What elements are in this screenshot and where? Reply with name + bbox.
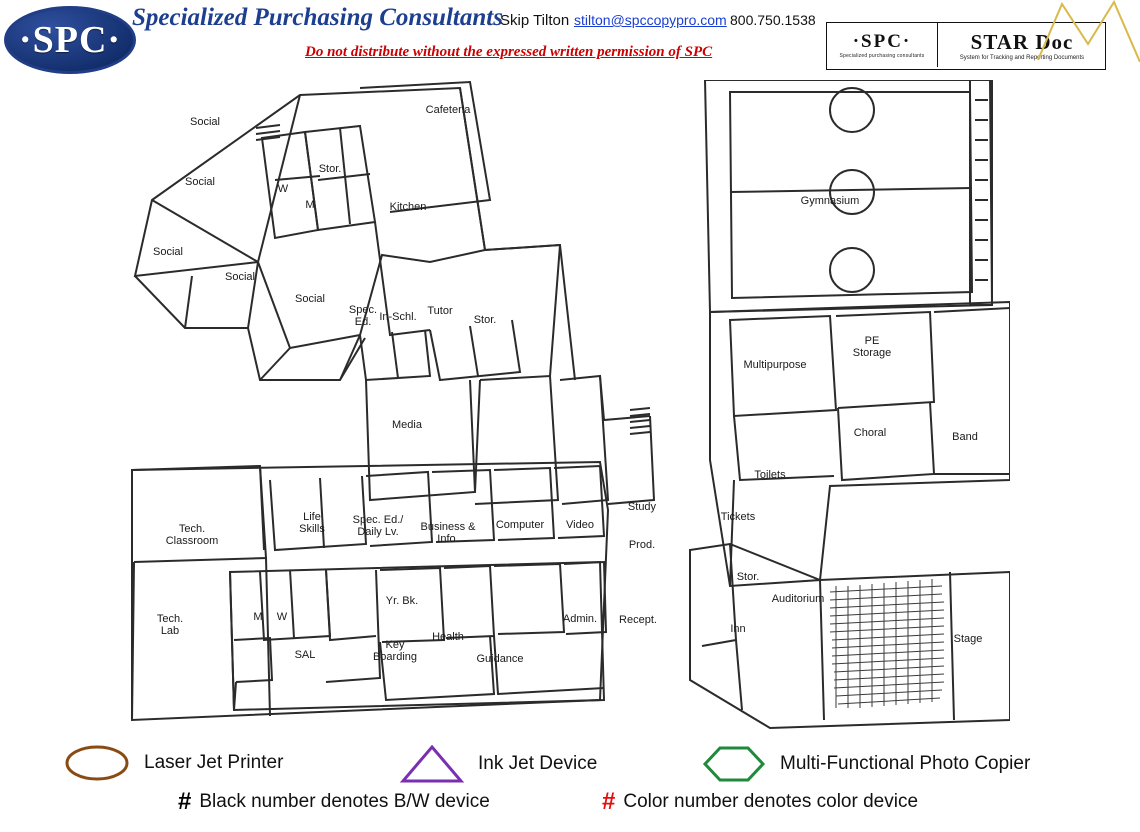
legend-item-ink-jet [400, 744, 597, 784]
floorplan-svg [130, 80, 1010, 730]
room-label: Computer [495, 519, 545, 531]
room-label: Spec. Ed. [348, 304, 378, 328]
triangle-icon [400, 744, 464, 784]
room-label: Study [627, 501, 657, 513]
stardoc-spc-mark-block [827, 23, 938, 67]
room-label: In-Schl. [379, 311, 417, 323]
stardoc-title: STAR Doc [970, 29, 1074, 54]
room-label: Tech. Classroom [165, 523, 219, 547]
room-label: Social [153, 246, 183, 258]
room-label: Stor. [318, 163, 342, 175]
stardoc-spc-sub: Specialized purchasing consultants [839, 53, 925, 59]
room-label: PE Storage [852, 335, 892, 359]
room-label: Social [295, 293, 325, 305]
legend-item-mfp [702, 744, 1030, 784]
room-label: M [253, 611, 263, 623]
room-label: Health [432, 631, 464, 643]
room-label: Video [566, 519, 594, 531]
hexagon-icon [702, 744, 766, 784]
room-label: Multipurpose [743, 359, 807, 371]
room-label: Social [190, 116, 220, 128]
room-label: Band [952, 431, 978, 443]
room-label: Life Skills [299, 511, 325, 535]
room-label: Inn [730, 623, 746, 635]
room-label: Cafeteria [425, 104, 471, 116]
contact-email-link[interactable]: stilton@spccopypro.com [574, 12, 727, 28]
room-label: Stage [953, 633, 983, 645]
room-label: Prod. [628, 539, 656, 551]
room-label: Media [392, 419, 422, 431]
room-label: Spec. Ed./ Daily Lv. [352, 514, 404, 538]
room-label: Tutor [427, 305, 453, 317]
room-label: Yr. Bk. [385, 595, 419, 607]
page-header [0, 0, 1140, 78]
legend-label-ink-jet: Ink Jet Device [478, 753, 598, 774]
room-label: Social [225, 271, 255, 283]
contact-name: Skip Tilton [500, 12, 570, 29]
room-label: M [305, 199, 315, 211]
stardoc-subtitle: System for Tracking and Reporting Documents [959, 54, 1085, 61]
room-label: Tech. Lab [156, 613, 184, 637]
room-label: Gymnasium [800, 195, 860, 207]
room-label-group [153, 104, 982, 665]
room-label: Social [185, 176, 215, 188]
floorplan-image [130, 80, 1010, 730]
legend-note-bw-text: Black number denotes B/W device [199, 791, 490, 812]
company-name: Specialized Purchasing Consultants [132, 4, 503, 31]
room-label: Stor. [473, 314, 497, 326]
legend-note-color-text: Color number denotes color device [623, 791, 919, 812]
room-label: SAL [294, 649, 316, 661]
room-label: Stor. [736, 571, 760, 583]
legend-note-color [602, 788, 918, 816]
spc-logo-text: ·SPC· [18, 19, 122, 61]
legend [0, 740, 1140, 828]
room-label: Recept. [619, 614, 657, 626]
stardoc-spc-mark: ·SPC· [852, 31, 912, 52]
room-label: Auditorium [771, 593, 825, 605]
color-hash-symbol: # [602, 788, 616, 815]
legend-label-laser-jet: Laser Jet Printer [144, 752, 284, 773]
room-label: Toilets [754, 469, 786, 481]
room-label: Guidance [476, 653, 524, 665]
room-label: W [276, 611, 288, 623]
room-label: W [277, 183, 289, 195]
contact-phone: 800.750.1538 [730, 12, 816, 28]
legend-item-laser-jet [64, 744, 283, 782]
room-label: Choral [853, 427, 887, 439]
ellipse-icon [64, 744, 130, 782]
distribution-disclaimer: Do not distribute without the expressed written permission of SPC [305, 44, 713, 60]
room-label: Admin. [562, 613, 598, 625]
room-label: Business & Info. [420, 521, 476, 545]
legend-note-bw [178, 788, 490, 816]
room-label: Kitchen [389, 201, 427, 213]
bw-hash-symbol: # [178, 788, 192, 815]
room-label: Key Boarding [372, 639, 418, 663]
spc-logo [4, 6, 136, 74]
legend-label-mfp: Multi-Functional Photo Copier [780, 753, 1031, 774]
room-label: Tickets [720, 511, 756, 523]
star-outline-icon [1036, 0, 1140, 62]
